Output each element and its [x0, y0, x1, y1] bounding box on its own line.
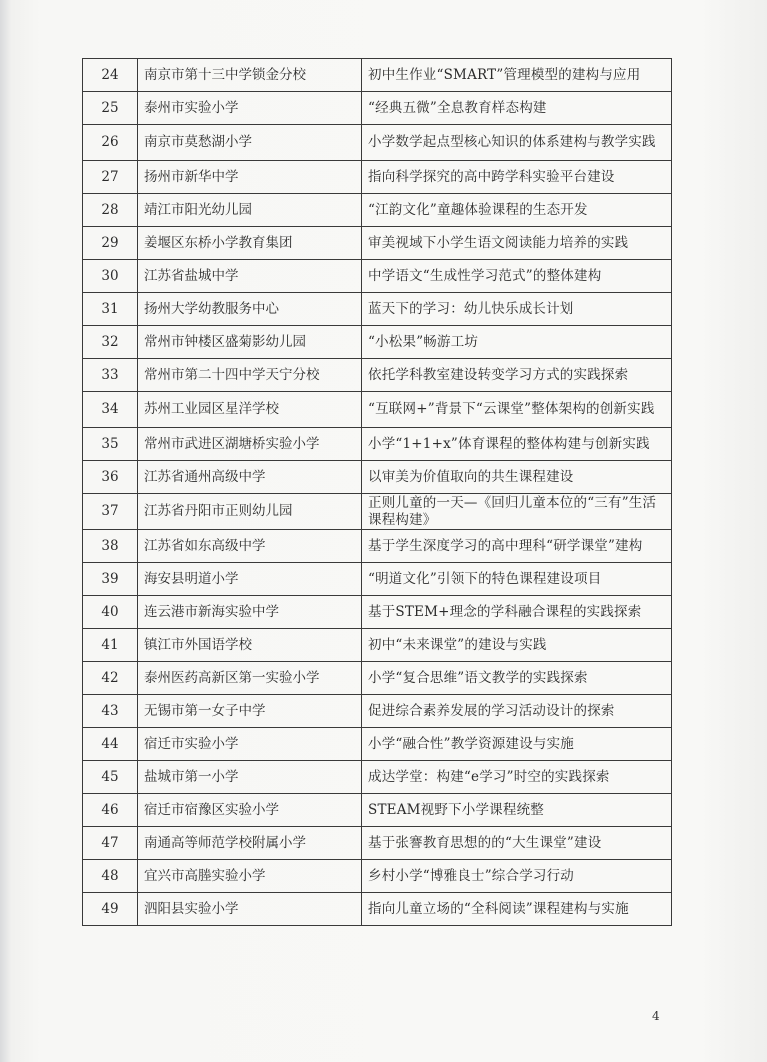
project-title: 基于学生深度学习的高中理科“研学课堂”建构 — [362, 530, 672, 563]
page-number: 4 — [652, 1009, 660, 1023]
table-row — [83, 728, 672, 761]
row-number: 30 — [83, 260, 138, 293]
school-name: 宜兴市高塍实验小学 — [138, 860, 362, 893]
row-number: 47 — [83, 827, 138, 860]
school-name: 宿迁市宿豫区实验小学 — [138, 794, 362, 827]
row-number: 43 — [83, 695, 138, 728]
row-number: 29 — [83, 227, 138, 260]
project-title: 基于STEM+理念的学科融合课程的实践探索 — [362, 596, 672, 629]
project-title: “明道文化”引领下的特色课程建设项目 — [362, 563, 672, 596]
school-name: 镇江市外国语学校 — [138, 629, 362, 662]
table-row — [83, 125, 672, 161]
school-name: 泰州市实验小学 — [138, 92, 362, 125]
school-name: 泗阳县实验小学 — [138, 893, 362, 926]
school-name: 扬州市新华中学 — [138, 161, 362, 194]
table-row — [83, 59, 672, 92]
scan-edge — [0, 0, 12, 1062]
row-number: 26 — [83, 125, 138, 161]
row-number: 46 — [83, 794, 138, 827]
project-title: 基于张謇教育思想的的“大生课堂”建设 — [362, 827, 672, 860]
row-number: 24 — [83, 59, 138, 92]
project-title: 成达学堂：构建“e学习”时空的实践探索 — [362, 761, 672, 794]
school-name: 南京市莫愁湖小学 — [138, 125, 362, 161]
table-row — [83, 761, 672, 794]
school-name: 常州市钟楼区盛菊影幼儿园 — [138, 326, 362, 359]
table-row — [83, 827, 672, 860]
table-row — [83, 227, 672, 260]
project-title: 初中“未来课堂”的建设与实践 — [362, 629, 672, 662]
row-number: 25 — [83, 92, 138, 125]
table-row — [83, 428, 672, 461]
school-name: 姜堰区东桥小学教育集团 — [138, 227, 362, 260]
project-title: 依托学科教室建设转变学习方式的实践探索 — [362, 359, 672, 392]
table-row — [83, 860, 672, 893]
table-row — [83, 293, 672, 326]
school-name: 南京市第十三中学锁金分校 — [138, 59, 362, 92]
project-title: 正则儿童的一天—《回归儿童本位的“三有”生活课程构建》 — [362, 494, 672, 530]
table-row — [83, 461, 672, 494]
project-title: “小松果”畅游工坊 — [362, 326, 672, 359]
row-number: 40 — [83, 596, 138, 629]
project-title: 乡村小学“博雅良士”综合学习行动 — [362, 860, 672, 893]
school-name: 江苏省盐城中学 — [138, 260, 362, 293]
project-title: “江韵文化”童趣体验课程的生态开发 — [362, 194, 672, 227]
school-name: 扬州大学幼教服务中心 — [138, 293, 362, 326]
table-row — [83, 695, 672, 728]
table-row — [83, 596, 672, 629]
project-title: 小学“融合性”教学资源建设与实施 — [362, 728, 672, 761]
table-row — [83, 893, 672, 926]
school-name: 海安县明道小学 — [138, 563, 362, 596]
row-number: 38 — [83, 530, 138, 563]
table-row — [83, 359, 672, 392]
school-name: 江苏省通州高级中学 — [138, 461, 362, 494]
project-title: 指向儿童立场的“全科阅读”课程建构与实施 — [362, 893, 672, 926]
school-name: 常州市武进区湖塘桥实验小学 — [138, 428, 362, 461]
school-name: 宿迁市实验小学 — [138, 728, 362, 761]
project-title: “互联网+”背景下“云课堂”整体架构的创新实践 — [362, 392, 672, 428]
row-number: 32 — [83, 326, 138, 359]
school-name: 南通高等师范学校附属小学 — [138, 827, 362, 860]
row-number: 36 — [83, 461, 138, 494]
row-number: 41 — [83, 629, 138, 662]
row-number: 39 — [83, 563, 138, 596]
table-row — [83, 161, 672, 194]
row-number: 48 — [83, 860, 138, 893]
table-row — [83, 629, 672, 662]
row-number: 34 — [83, 392, 138, 428]
row-number: 44 — [83, 728, 138, 761]
project-title: 以审美为价值取向的共生课程建设 — [362, 461, 672, 494]
project-title: 中学语文“生成性学习范式”的整体建构 — [362, 260, 672, 293]
table-row — [83, 392, 672, 428]
table-row — [83, 92, 672, 125]
row-number: 31 — [83, 293, 138, 326]
project-title: 初中生作业“SMART”管理模型的建构与应用 — [362, 59, 672, 92]
school-name: 苏州工业园区星洋学校 — [138, 392, 362, 428]
project-title: STEAM视野下小学课程统整 — [362, 794, 672, 827]
table-row — [83, 326, 672, 359]
school-name: 靖江市阳光幼儿园 — [138, 194, 362, 227]
school-name: 盐城市第一小学 — [138, 761, 362, 794]
project-title: 指向科学探究的高中跨学科实验平台建设 — [362, 161, 672, 194]
project-title: 小学“1+1+x”体育课程的整体构建与创新实践 — [362, 428, 672, 461]
project-title: “经典五微”全息教育样态构建 — [362, 92, 672, 125]
row-number: 27 — [83, 161, 138, 194]
project-title: 小学数学起点型核心知识的体系建构与教学实践 — [362, 125, 672, 161]
school-name: 泰州医药高新区第一实验小学 — [138, 662, 362, 695]
table-row — [83, 494, 672, 530]
table-row — [83, 563, 672, 596]
row-number: 33 — [83, 359, 138, 392]
project-title: 小学“复合思维”语文教学的实践探索 — [362, 662, 672, 695]
row-number: 42 — [83, 662, 138, 695]
table-row — [83, 260, 672, 293]
row-number: 37 — [83, 494, 138, 530]
school-name: 江苏省丹阳市正则幼儿园 — [138, 494, 362, 530]
table-row — [83, 194, 672, 227]
project-table-body — [83, 59, 672, 926]
row-number: 28 — [83, 194, 138, 227]
project-title: 蓝天下的学习：幼儿快乐成长计划 — [362, 293, 672, 326]
school-name: 江苏省如东高级中学 — [138, 530, 362, 563]
table-row — [83, 794, 672, 827]
project-title: 促进综合素养发展的学习活动设计的探索 — [362, 695, 672, 728]
school-name: 连云港市新海实验中学 — [138, 596, 362, 629]
row-number: 45 — [83, 761, 138, 794]
table-row — [83, 662, 672, 695]
table-row — [83, 530, 672, 563]
project-table — [82, 58, 672, 926]
project-title: 审美视域下小学生语文阅读能力培养的实践 — [362, 227, 672, 260]
school-name: 无锡市第一女子中学 — [138, 695, 362, 728]
row-number: 49 — [83, 893, 138, 926]
row-number: 35 — [83, 428, 138, 461]
school-name: 常州市第二十四中学天宁分校 — [138, 359, 362, 392]
